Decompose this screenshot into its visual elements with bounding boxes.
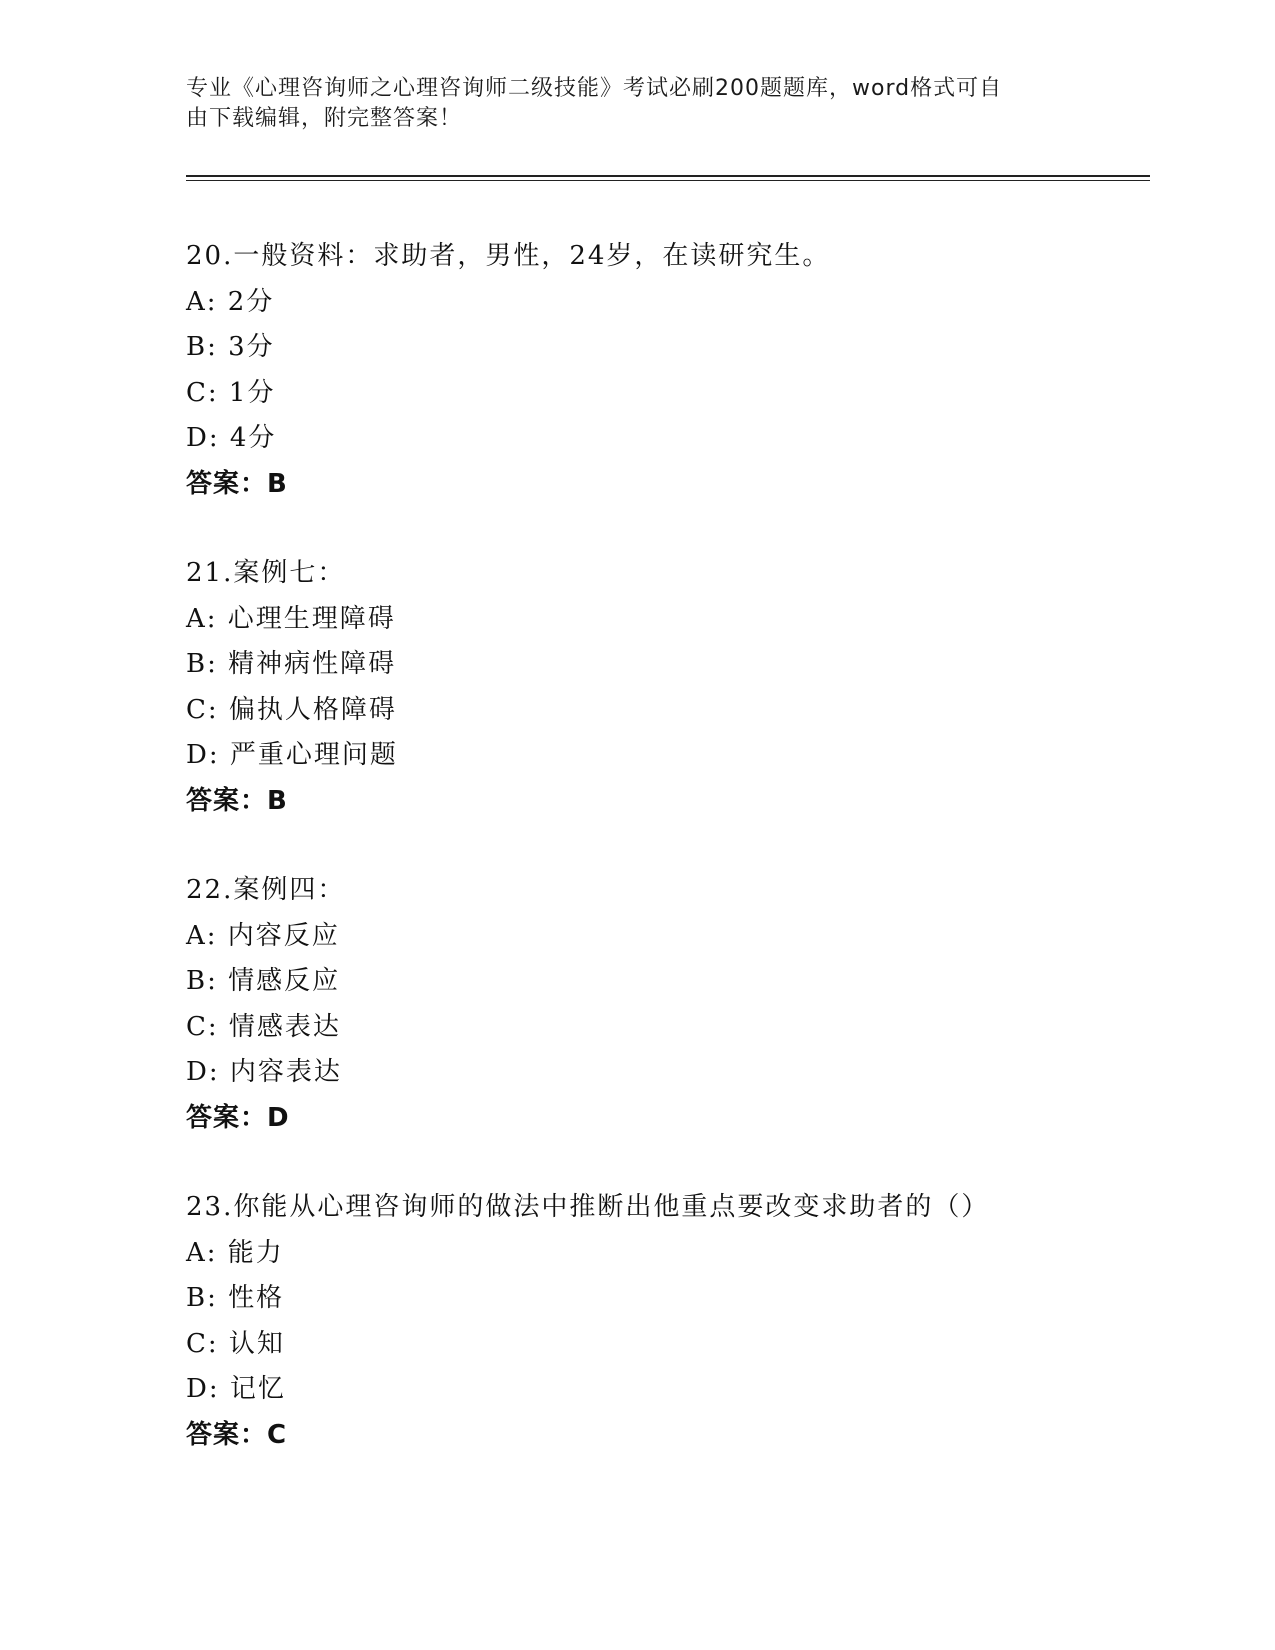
- option-d: D: 记忆: [186, 1374, 286, 1404]
- option-c: C: 情感表达: [186, 1011, 341, 1042]
- answer-line: 答案：C: [186, 1419, 288, 1450]
- option-b: B: 3分: [186, 332, 275, 362]
- answer-line: 答案：B: [186, 785, 288, 816]
- option-c: C: 偏执人格障碍: [186, 694, 397, 725]
- option-d: D: 内容表达: [186, 1057, 342, 1087]
- question-title: 21.案例七：: [186, 558, 346, 588]
- question-list: [186, 234, 1146, 1502]
- option-b: B: 性格: [186, 1283, 285, 1313]
- header-rule-thin: [186, 180, 1150, 181]
- option-d: D: 严重心理问题: [186, 740, 398, 770]
- question-title: 23.你能从心理咨询师的做法中推断出他重点要改变求助者的（）: [186, 1192, 990, 1222]
- header-rule-thick: [186, 175, 1150, 177]
- header-line-1: 专业《心理咨询师之心理咨询师二级技能》考试必刷200题题库，word格式可自: [186, 76, 1003, 101]
- option-a: A: 能力: [186, 1237, 284, 1268]
- question-20: [186, 234, 1146, 507]
- option-c: C: 1分: [186, 377, 276, 408]
- option-a: A: 2分: [186, 286, 275, 317]
- option-d: D: 4分: [186, 423, 277, 453]
- question-21: [186, 551, 1146, 824]
- question-title: 22.案例四：: [186, 875, 346, 905]
- option-b: B: 精神病性障碍: [186, 649, 397, 679]
- answer-line: 答案：D: [186, 1102, 290, 1133]
- header-line-2: 由下载编辑，附完整答案！: [186, 106, 463, 131]
- option-a: A: 内容反应: [186, 920, 340, 951]
- option-a: A: 心理生理障碍: [186, 603, 396, 634]
- question-23: [186, 1185, 1146, 1458]
- option-b: B: 情感反应: [186, 966, 341, 996]
- option-c: C: 认知: [186, 1328, 285, 1359]
- question-22: [186, 868, 1146, 1141]
- question-title: 20.一般资料：求助者，男性，24岁，在读研究生。: [186, 241, 831, 271]
- document-header: [186, 74, 1066, 134]
- answer-line: 答案：B: [186, 468, 288, 499]
